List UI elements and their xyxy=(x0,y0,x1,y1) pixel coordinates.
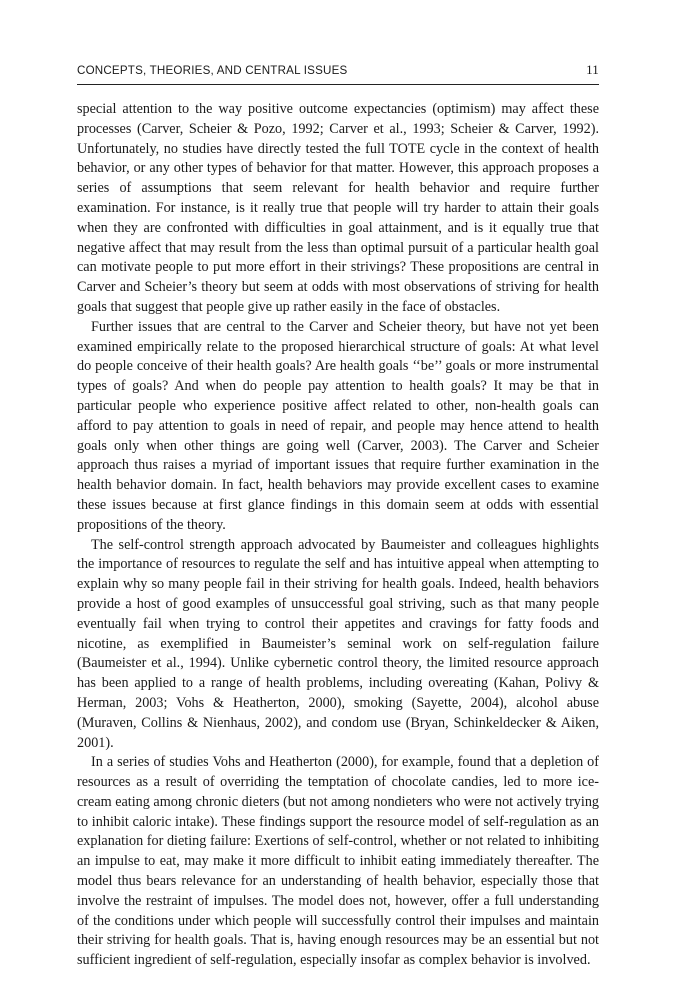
paragraph-self-control-strength: The self-control strength approach advocated by Baumeister and colleagues highlights the importance of resources to regulate the self and has intuitive appeal when attempting to explain why so many people fail in their striving for health goals. Indeed, health behaviors provide a host of good examples of unsuccessful goal striving, such as that many people eventually fail when trying to control their appetites and cravings for fatty foods and nicotine, as exemplified in Baumeister’s seminal work on self-regulation failure (Baumeister et al., 1994). Unlike cybernetic control theory, the limited resource approach has been applied to a range of health problems, including overeating (Kahan, Polivy & Herman, 2003; Vohs & Heatherton, 2000), smoking (Sayette, 2004), alcohol abuse (Muraven, Collins & Nienhaus, 2002), and condom use (Bryan, Schinkeldecker & Aiken, 2001). xyxy=(77,536,599,751)
page-number: 11 xyxy=(586,62,599,77)
paragraph-vohs-heatherton: In a series of studies Vohs and Heatherton (2000), for example, found that a depletion of resources as a result of overriding the temptation of chocolate candies, led to more ice-cream eating among chronic dieters (but not among nondieters who were not actively trying to inhibit caloric intake). These findings support the resource model of self-regulation as an explanation for dieting failure: Exertions of self-control, whether or not related to inhibiting an impulse to eat, may make it more difficult to inhibit eating immediately thereafter. The model thus bears relevance for an understanding of health behavior, especially those that involve the restraint of impulses. The model does not, however, offer a full understanding of the conditions under which people will successfully control their impulses and maintain their striving for health goals. That is, having enough resources may be an essential but not sufficient ingredient of self-regulation, especially insofar as complex behavior is involved. xyxy=(77,754,600,969)
paragraph-hierarchical-goals: Further issues that are central to the Carver and Scheier theory, but have not yet been examined empirically relate to the proposed hierarchical structure of goals: At what level do people conceive of their health goals? Are health goals ‘‘be’’ goals or more instrumental types of goals? And when do people pay attention to health goals? It may be that in particular people who experience positive affect related to other, non-health goals can afford to pay attention to goals in need of repair, and people may hence attend to health goals only when other things are going well (Carver, 2003). The Carver and Scheier approach thus raises a myriad of important issues that require further examination in the health behavior domain. In fact, health behaviors may provide excellent cases to examine these issues because at first glance findings in this domain seem at odds with essential propositions of the theory. xyxy=(77,318,599,533)
body-text xyxy=(77,100,599,971)
running-head xyxy=(77,62,599,85)
running-title: CONCEPTS, THEORIES, AND CENTRAL ISSUES xyxy=(77,64,348,77)
paragraph-continued: special attention to the way positive outcome expectancies (optimism) may affect these processes (Carver, Scheier & Pozo, 1992; Carver et al., 1993; Scheier & Carver, 1992). Unfortunately, no studies have directly tested the full TOTE cycle in the context of health behavior, or any other types of behavior for that matter. However, this approach proposes a series of assumptions that seem relevant for health behavior and require further examination. For instance, is it really true that people will try harder to attain their goals when they are confronted with difficulties in goal attainment, and is it equally true that negative affect that may result from the less than optimal pursuit of a particular health goal can motivate people to put more effort in their strivings? These propositions are central in Carver and Scheier’s theory but seem at odds with most observations of striving for health goals that suggest that people give up rather easily in the face of obstacles. xyxy=(77,101,599,315)
book-page xyxy=(77,62,599,971)
